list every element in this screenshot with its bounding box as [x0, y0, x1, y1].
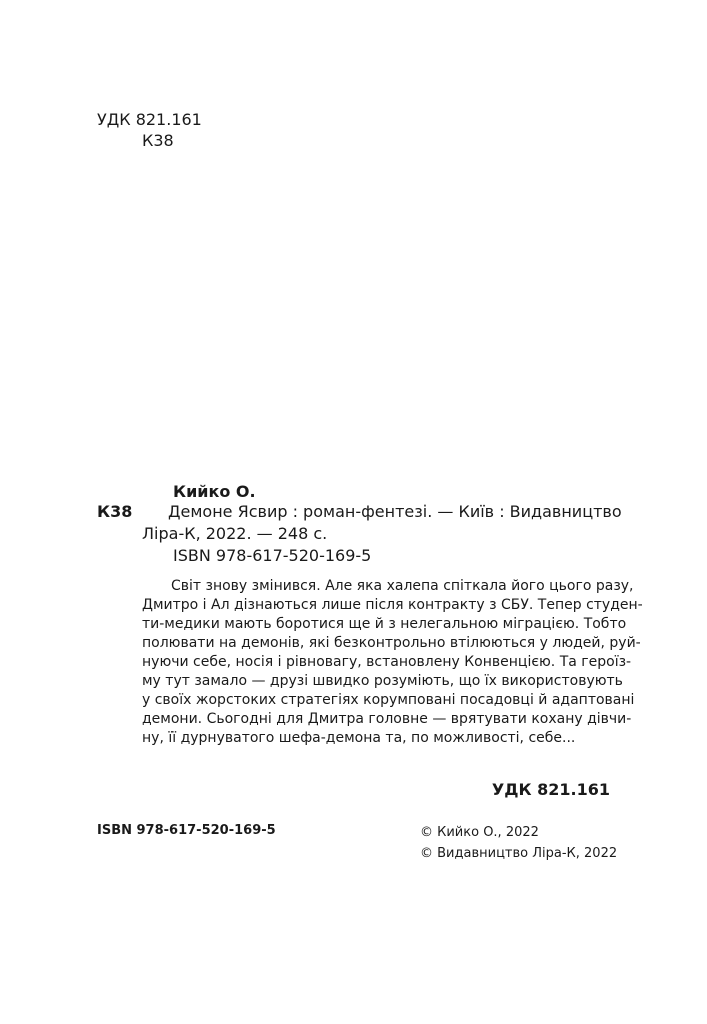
annotation-line: Дмитро і Ал дізнаються лише після контракту з СБУ. Тепер студен- — [142, 597, 643, 613]
annotation-line: у своїх жорстоких стратегіях корумповані посадовці й адаптовані — [142, 692, 635, 708]
annotation-line: ти-медики мають боротися ще й з нелегальною міграцією. Тобто — [142, 616, 627, 632]
biblio-publisher-line: Ліра-К, 2022. — 248 с. — [142, 524, 328, 543]
copyright-publisher: © Видавництво Ліра-К, 2022 — [420, 846, 618, 861]
biblio-isbn-line: ISBN 978-617-520-169-5 — [173, 546, 372, 565]
annotation-line: демони. Сьогодні для Дмитра головне — врятувати кохану дівчи- — [142, 711, 632, 727]
author-code: К38 — [142, 131, 174, 150]
copyright-block — [420, 822, 617, 864]
annotation-line: полювати на демонів, які безконтрольно втілюються у людей, руй- — [142, 635, 641, 651]
annotation-line: нуючи себе, носія і рівновагу, встановлену Конвенцією. Та героїз- — [142, 654, 632, 670]
copyright-author: © Кийко О., 2022 — [420, 825, 539, 840]
annotation-paragraph — [142, 577, 643, 748]
annotation-line: ну, її дурнуватого шефа-демона та, по можливості, себе... — [142, 730, 576, 746]
biblio-title-line: Демоне Ясвир : роман-фентезі. — Київ : Видавництво — [168, 502, 622, 521]
catalog-code: К38 — [97, 502, 133, 521]
isbn: ISBN 978-617-520-169-5 — [97, 823, 276, 838]
annotation-line: Світ знову змінився. Але яка халепа спіткала його цього разу, — [171, 578, 634, 594]
udk-classification: УДК 821.161 — [97, 110, 202, 129]
author-name: Кийко О. — [173, 482, 256, 501]
bibliographic-description — [142, 501, 622, 567]
annotation-line: му тут замало — друзі швидко розуміють, що їх використовують — [142, 673, 623, 689]
udk-bottom: УДК 821.161 — [491, 780, 610, 799]
